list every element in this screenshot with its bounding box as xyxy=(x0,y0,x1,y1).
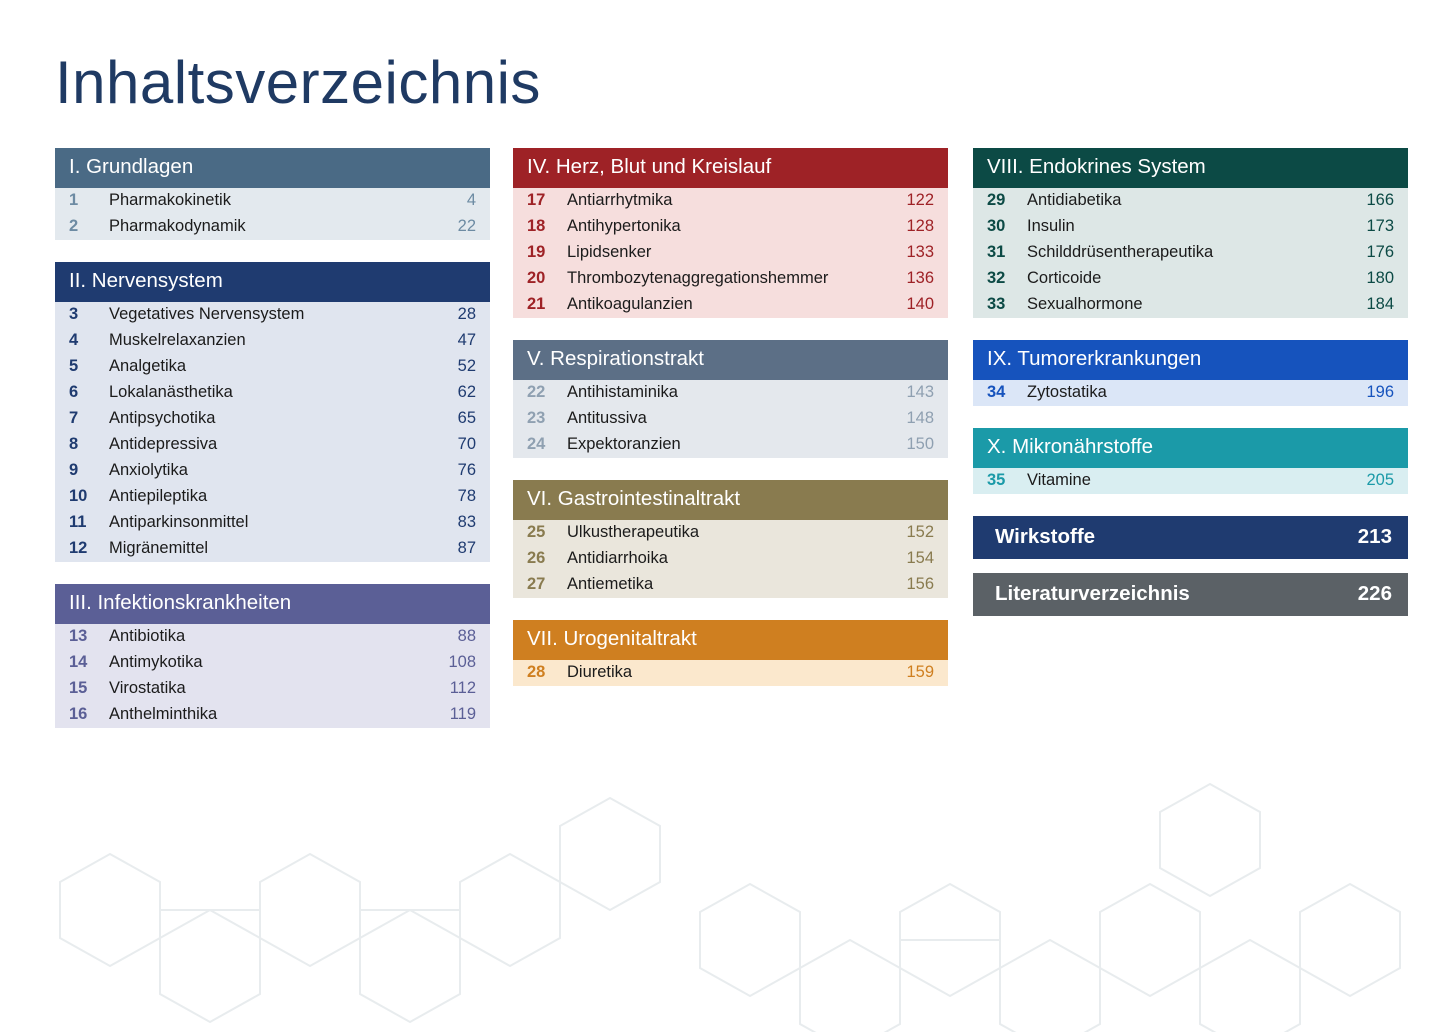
section-respirationstrakt xyxy=(513,340,948,458)
entry-label: Zytostatika xyxy=(1027,382,1107,401)
entry-number: 32 xyxy=(987,268,1006,287)
toc-entry[interactable] xyxy=(513,240,948,266)
summary-page: 226 xyxy=(1357,581,1392,605)
entry-number: 19 xyxy=(527,242,546,261)
entry-number: 30 xyxy=(987,216,1006,235)
toc-entry[interactable] xyxy=(55,536,490,562)
toc-entry[interactable] xyxy=(973,188,1408,214)
toc-entry[interactable] xyxy=(513,292,948,318)
entry-number: 25 xyxy=(527,522,546,541)
entry-label: Antihistaminika xyxy=(567,382,678,401)
entry-page: 152 xyxy=(906,522,934,541)
toc-entry[interactable] xyxy=(513,572,948,598)
entry-page: 196 xyxy=(1366,382,1394,401)
entry-number: 1 xyxy=(69,190,79,209)
toc-entry[interactable] xyxy=(973,292,1408,318)
entry-label: Antidiarrhoika xyxy=(567,548,668,567)
section-herz-blut-kreislauf xyxy=(513,148,948,318)
entry-number: 16 xyxy=(69,704,88,723)
entry-label: Vegetatives Nervensystem xyxy=(109,304,305,323)
entry-page: 28 xyxy=(457,304,476,323)
entry-page: 205 xyxy=(1366,470,1394,489)
section-header-tumorerkrankungen: IX. Tumorerkrankungen xyxy=(973,340,1408,380)
entry-number: 35 xyxy=(987,470,1006,489)
toc-entry[interactable] xyxy=(973,240,1408,266)
entry-number: 6 xyxy=(69,382,79,401)
entry-page: 140 xyxy=(906,294,934,313)
toc-entry[interactable] xyxy=(55,484,490,510)
toc-entry[interactable] xyxy=(973,214,1408,240)
entry-number: 2 xyxy=(69,216,79,235)
spacer xyxy=(55,240,490,262)
section-rows-gastrointestinaltrakt xyxy=(513,520,948,598)
section-header-nervensystem: II. Nervensystem xyxy=(55,262,490,302)
toc-entry[interactable] xyxy=(55,188,490,214)
toc-entry[interactable] xyxy=(513,266,948,292)
toc-entry[interactable] xyxy=(513,406,948,432)
toc-entry[interactable] xyxy=(513,660,948,686)
section-rows-infektionskrankheiten xyxy=(55,624,490,728)
entry-label: Anxiolytika xyxy=(109,460,188,479)
entry-number: 20 xyxy=(527,268,546,287)
entry-number: 17 xyxy=(527,190,546,209)
section-rows-grundlagen xyxy=(55,188,490,240)
section-rows-herz xyxy=(513,188,948,318)
entry-label: Diuretika xyxy=(567,662,633,681)
summary-label: Wirkstoffe xyxy=(995,524,1096,548)
spacer xyxy=(973,406,1408,428)
toc-entry[interactable] xyxy=(55,624,490,650)
entry-number: 34 xyxy=(987,382,1006,401)
entry-page: 88 xyxy=(457,626,476,645)
toc-entry[interactable] xyxy=(55,702,490,728)
entry-label: Antibiotika xyxy=(109,626,186,645)
toc-entry[interactable] xyxy=(973,380,1408,406)
entry-label: Ulkustherapeutika xyxy=(567,522,700,541)
section-header-infektionskrankheiten: III. Infektionskrankheiten xyxy=(55,584,490,624)
entry-number: 5 xyxy=(69,356,79,375)
spacer xyxy=(513,598,948,620)
toc-columns xyxy=(0,148,1445,728)
entry-number: 15 xyxy=(69,678,88,697)
entry-number: 18 xyxy=(527,216,546,235)
entry-label: Lipidsenker xyxy=(567,242,652,261)
entry-page: 65 xyxy=(457,408,476,427)
section-header-respirationstrakt: V. Respirationstrakt xyxy=(513,340,948,380)
toc-entry[interactable] xyxy=(973,468,1408,494)
entry-label: Muskelrelaxanzien xyxy=(109,330,246,349)
entry-label: Antikoagulanzien xyxy=(567,294,693,313)
toc-entry[interactable] xyxy=(55,302,490,328)
toc-entry[interactable] xyxy=(55,650,490,676)
entry-page: 108 xyxy=(448,652,476,671)
entry-page: 128 xyxy=(906,216,934,235)
toc-entry[interactable] xyxy=(513,214,948,240)
section-header-herz-blut-kreislauf: IV. Herz, Blut und Kreislauf xyxy=(513,148,948,188)
entry-page: 150 xyxy=(906,434,934,453)
entry-number: 22 xyxy=(527,382,546,401)
entry-label: Antiepileptika xyxy=(109,486,208,505)
section-header-endokrines-system: VIII. Endokrines System xyxy=(973,148,1408,188)
page-title: Inhaltsverzeichnis xyxy=(55,49,541,116)
entry-label: Sexualhormone xyxy=(1027,294,1143,313)
section-gastrointestinaltrakt xyxy=(513,480,948,598)
entry-page: 180 xyxy=(1366,268,1394,287)
spacer xyxy=(55,562,490,584)
toc-entry[interactable] xyxy=(55,458,490,484)
entry-page: 148 xyxy=(906,408,934,427)
entry-label: Antimykotika xyxy=(109,652,203,671)
entry-label: Lokalanästhetika xyxy=(109,382,233,401)
entry-number: 24 xyxy=(527,434,546,453)
entry-number: 23 xyxy=(527,408,546,427)
entry-label: Expektoranzien xyxy=(567,434,681,453)
entry-page: 76 xyxy=(457,460,476,479)
section-rows-urogenitaltrakt xyxy=(513,660,948,686)
entry-label: Schilddrüsentherapeutika xyxy=(1027,242,1214,261)
section-endokrines-system xyxy=(973,148,1408,318)
section-rows-mikronaehrstoffe xyxy=(973,468,1408,494)
entry-label: Analgetika xyxy=(109,356,187,375)
entry-page: 62 xyxy=(457,382,476,401)
section-grundlagen xyxy=(55,148,490,240)
section-header-gastrointestinaltrakt: VI. Gastrointestinaltrakt xyxy=(513,480,948,520)
section-rows-tumorerkrankungen xyxy=(973,380,1408,406)
entry-label: Antidepressiva xyxy=(109,434,218,453)
entry-number: 21 xyxy=(527,294,546,313)
entry-page: 119 xyxy=(449,704,476,723)
section-header-urogenitaltrakt: VII. Urogenitaltrakt xyxy=(513,620,948,660)
summary-label: Literaturverzeichnis xyxy=(995,581,1190,605)
entry-page: 87 xyxy=(457,538,476,557)
entry-label: Antitussiva xyxy=(567,408,647,427)
entry-page: 166 xyxy=(1366,190,1394,209)
entry-page: 122 xyxy=(906,190,934,209)
entry-label: Antidiabetika xyxy=(1027,190,1122,209)
entry-page: 70 xyxy=(457,434,476,453)
summary-wirkstoffe[interactable] xyxy=(973,516,1408,559)
section-rows-endokrines-system xyxy=(973,188,1408,318)
summary-page: 213 xyxy=(1357,524,1392,548)
entry-label: Migränemittel xyxy=(109,538,209,557)
entry-number: 27 xyxy=(527,574,546,593)
spacer xyxy=(973,559,1408,573)
toc-entry[interactable] xyxy=(973,266,1408,292)
entry-label: Insulin xyxy=(1027,216,1075,235)
toc-column-1 xyxy=(55,148,490,728)
toc-entry[interactable] xyxy=(513,188,948,214)
entry-number: 28 xyxy=(527,662,546,681)
entry-number: 10 xyxy=(69,486,88,505)
toc-entry[interactable] xyxy=(513,546,948,572)
entry-page: 78 xyxy=(457,486,476,505)
entry-number: 11 xyxy=(69,512,87,531)
section-rows-nervensystem xyxy=(55,302,490,562)
toc-entry[interactable] xyxy=(55,406,490,432)
entry-label: Antiparkinsonmittel xyxy=(109,512,249,531)
entry-number: 3 xyxy=(69,304,79,323)
entry-number: 14 xyxy=(69,652,88,671)
section-infektionskrankheiten xyxy=(55,584,490,728)
entry-label: Corticoide xyxy=(1027,268,1102,287)
section-header-grundlagen: I. Grundlagen xyxy=(55,148,490,188)
section-mikronaehrstoffe xyxy=(973,428,1408,494)
entry-page: 112 xyxy=(449,678,476,697)
entry-page: 173 xyxy=(1366,216,1394,235)
entry-label: Virostatika xyxy=(109,678,186,697)
entry-page: 156 xyxy=(906,574,934,593)
entry-number: 13 xyxy=(69,626,88,645)
section-nervensystem xyxy=(55,262,490,562)
entry-page: 136 xyxy=(906,268,934,287)
spacer xyxy=(973,494,1408,516)
toc-entry[interactable] xyxy=(513,520,948,546)
spacer xyxy=(973,318,1408,340)
entry-label: Pharmakokinetik xyxy=(109,190,231,209)
entry-label: Vitamine xyxy=(1027,470,1091,489)
entry-page: 22 xyxy=(457,216,476,235)
entry-label: Thrombozytenaggregationshemmer xyxy=(567,268,829,287)
entry-label: Antiarrhytmika xyxy=(567,190,673,209)
section-rows-respirationstrakt xyxy=(513,380,948,458)
entry-number: 8 xyxy=(69,434,79,453)
summary-literaturverzeichnis[interactable] xyxy=(973,573,1408,616)
entry-number: 12 xyxy=(69,538,88,557)
entry-page: 83 xyxy=(457,512,476,531)
spacer xyxy=(513,318,948,340)
entry-page: 176 xyxy=(1366,242,1394,261)
entry-number: 9 xyxy=(69,460,79,479)
section-header-mikronaehrstoffe: X. Mikronährstoffe xyxy=(973,428,1408,468)
entry-number: 26 xyxy=(527,548,546,567)
entry-label: Antipsychotika xyxy=(109,408,216,427)
toc-entry[interactable] xyxy=(55,354,490,380)
entry-page: 133 xyxy=(906,242,934,261)
entry-number: 31 xyxy=(987,242,1006,261)
entry-page: 159 xyxy=(906,662,934,681)
toc-entry[interactable] xyxy=(513,432,948,458)
entry-page: 143 xyxy=(906,382,934,401)
entry-number: 33 xyxy=(987,294,1006,313)
toc-entry[interactable] xyxy=(513,380,948,406)
entry-label: Antiemetika xyxy=(567,574,654,593)
spacer xyxy=(513,458,948,480)
toc-entry[interactable] xyxy=(55,380,490,406)
toc-entry[interactable] xyxy=(55,510,490,536)
entry-number: 7 xyxy=(69,408,79,427)
toc-entry[interactable] xyxy=(55,214,490,240)
entry-label: Antihypertonika xyxy=(567,216,681,235)
entry-page: 4 xyxy=(466,190,476,209)
entry-label: Anthelminthika xyxy=(109,704,218,723)
toc-entry[interactable] xyxy=(55,432,490,458)
entry-number: 29 xyxy=(987,190,1006,209)
toc-column-2 xyxy=(513,148,948,728)
entry-page: 184 xyxy=(1366,294,1394,313)
toc-entry[interactable] xyxy=(55,328,490,354)
entry-page: 154 xyxy=(906,548,934,567)
toc-entry[interactable] xyxy=(55,676,490,702)
section-tumorerkrankungen xyxy=(973,340,1408,406)
entry-label: Pharmakodynamik xyxy=(109,216,246,235)
entry-number: 4 xyxy=(69,330,79,349)
section-urogenitaltrakt xyxy=(513,620,948,686)
toc-column-3 xyxy=(973,148,1408,728)
entry-page: 47 xyxy=(457,330,476,349)
entry-page: 52 xyxy=(457,356,476,375)
